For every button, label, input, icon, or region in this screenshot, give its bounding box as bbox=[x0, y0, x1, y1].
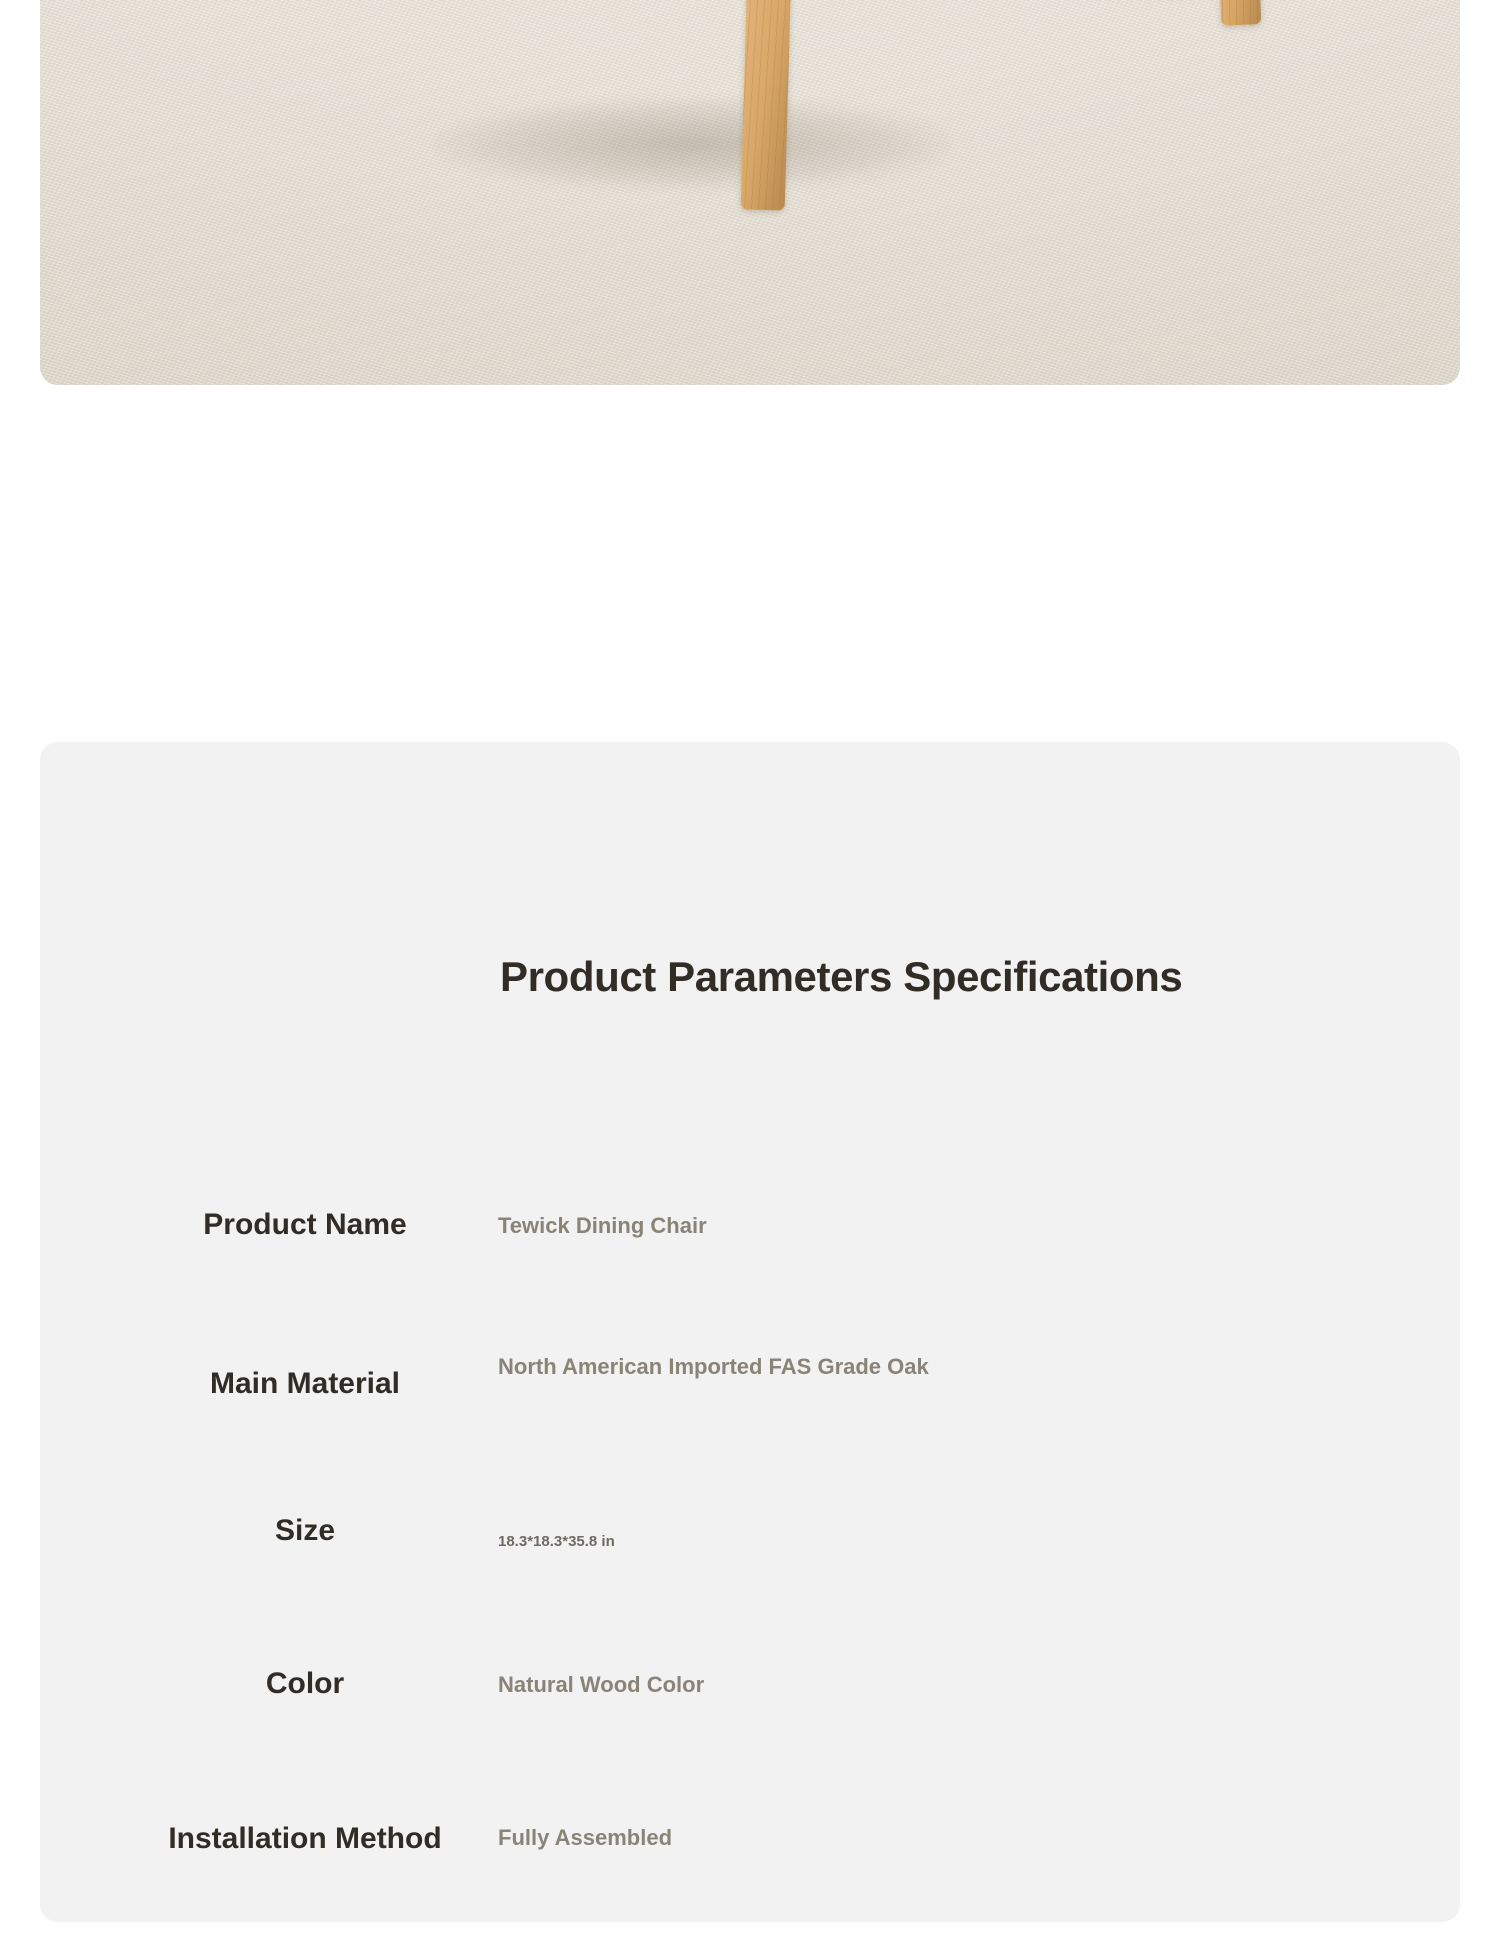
spec-row bbox=[40, 1649, 1460, 1802]
chair-leg-front-right bbox=[1215, 0, 1262, 26]
spec-label-main-material: Main Material bbox=[209, 1367, 401, 1400]
spec-row bbox=[40, 1190, 1460, 1343]
wood-grain-icon bbox=[1215, 0, 1262, 26]
wood-grain-icon bbox=[741, 0, 794, 211]
spec-value-main-material: North American Imported FAS Grade Oak bbox=[498, 1354, 929, 1379]
chair-leg-front-left bbox=[741, 0, 794, 211]
product-photo bbox=[40, 0, 1460, 385]
spec-value-size: 18.3*18.3*35.8 in bbox=[498, 1533, 615, 1550]
spec-row bbox=[40, 1802, 1460, 1955]
spec-label-color: Color bbox=[265, 1667, 345, 1700]
spec-value-product-name: Tewick Dining Chair bbox=[498, 1213, 707, 1238]
spec-row bbox=[40, 1343, 1460, 1496]
spec-label-installation-method: Installation Method bbox=[168, 1822, 442, 1855]
spec-label-size: Size bbox=[274, 1514, 336, 1547]
product-parameters-panel bbox=[40, 742, 1460, 1922]
spec-value-color: Natural Wood Color bbox=[498, 1672, 705, 1697]
spec-value-installation-method: Fully Assembled bbox=[498, 1825, 673, 1850]
spec-label-product-name: Product Name bbox=[203, 1208, 407, 1241]
chair-shadow bbox=[433, 99, 953, 189]
spec-row bbox=[40, 1496, 1460, 1649]
spec-rows bbox=[40, 1190, 1460, 1955]
spec-panel-title: Product Parameters Specifications bbox=[500, 953, 1183, 1000]
